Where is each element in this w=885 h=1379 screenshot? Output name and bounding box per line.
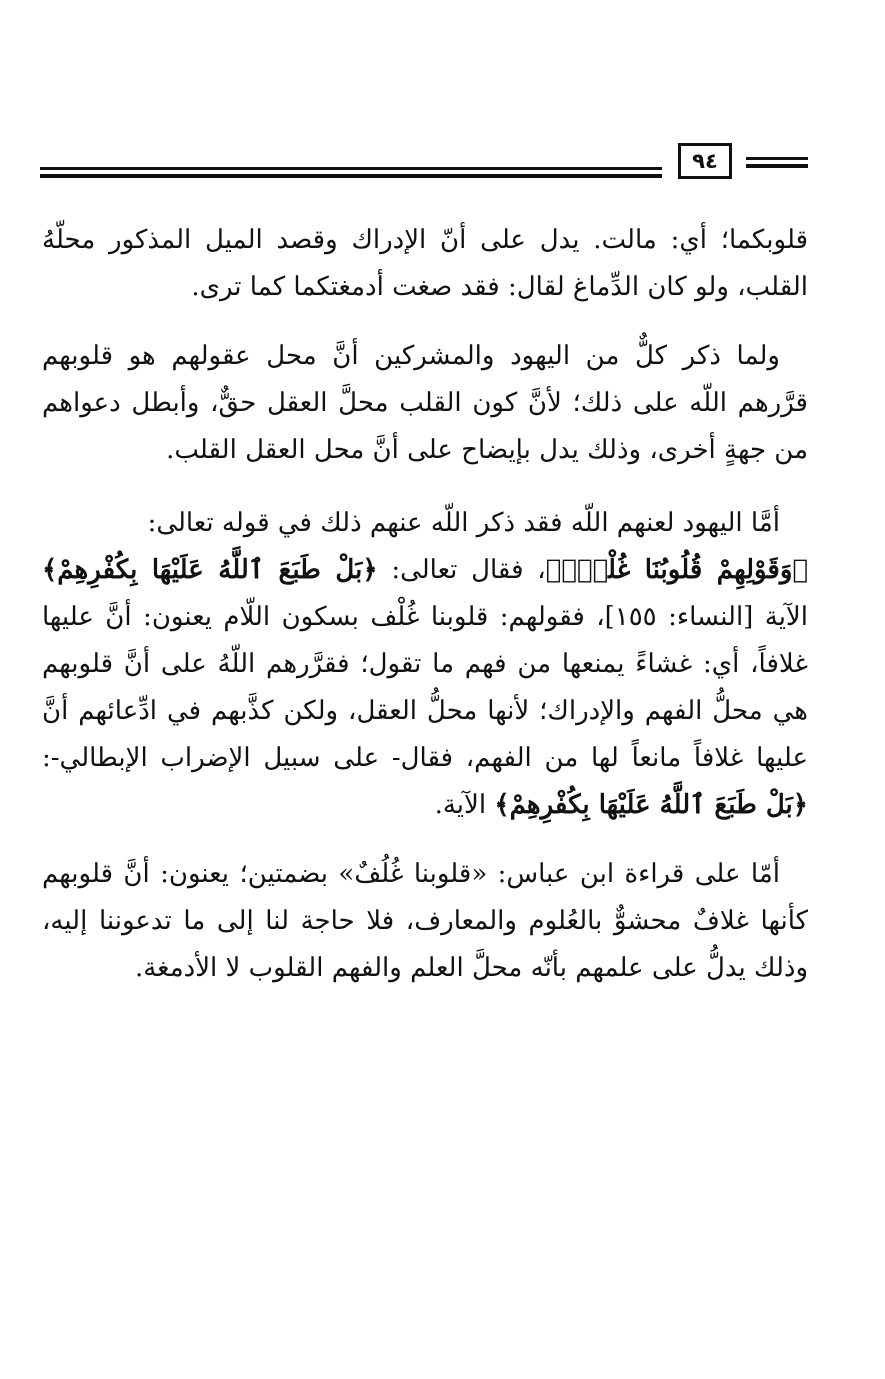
- quran-verse-1: ﴿وَقَوْلِهِمْ قُلُوبُنَا غُلْفٌۢ﴾: [545, 555, 809, 585]
- paragraph-1: قلوبكما؛ أي: مالت. يدل على أنّ الإدراك وقصد الميل المذكور محلّهُ القلب، ولو كان الدِّماغ لقال: فقد صغت أدمغتكما كما ترى.: [42, 225, 808, 302]
- page-header: [40, 143, 808, 185]
- quran-verse-3: ﴿بَلْ طَبَعَ ٱللَّهُ عَلَيْهَا بِكُفْرِهِمْ﴾: [494, 790, 808, 820]
- page-number: ٩٤: [678, 143, 732, 179]
- paragraph-2: ولما ذكر كلٌّ من اليهود والمشركين أنَّ محل عقولهم هو قلوبهم قرَّرهم اللّه على ذلك؛ لأنَّ كون القلب محلَّ العقل حقٌّ، وأبطل دعواهم من جهةٍ أخرى، وذلك يدل بإيضاح على أنَّ محل العقل القلب.: [42, 341, 808, 465]
- header-rule-right-bottom: [746, 164, 808, 168]
- quran-verse-2: ﴿بَلْ طَبَعَ ٱللَّهُ عَلَيْهَا بِكُفْرِهِمْ﴾: [42, 555, 378, 585]
- header-rule-right-top: [746, 157, 808, 160]
- paragraph-3-text-2: ، فقال تعالى:: [391, 555, 546, 585]
- paragraph-3-text-3: الآية [النساء: ١٥٥]، فقولهم: قلوبنا غُلْف بسكون اللّام يعنون: أنَّ عليها غلافاً، أي: غشاءً يمنعها من فهم ما تقول؛ فقرَّرهم اللّهُ على أنَّ قلوبهم هي محلُّ الفهم والإدراك؛ لأنها محلُّ العقل، ولكن كذَّبهم في ادِّعائهم أنَّ عليها غلافاً مانعاً لها من الفهم، فقال- على سبيل الإضراب الإبطالي-:: [42, 602, 808, 773]
- header-rule-left-top: [40, 167, 662, 170]
- paragraph-3: [42, 500, 808, 829]
- paragraph-4: أمّا على قراءة ابن عباس: «قلوبنا غُلُفٌ» بضمتين؛ يعنون: أنَّ قلوبهم كأنها غلافٌ محشوٌّ بالعُلوم والمعارف، فلا حاجة لنا إلى ما تدعوننا إليه، وذلك يدلُّ على علمهم بأنّه محلَّ العلم والفهم القلوب لا الأدمغة.: [42, 859, 808, 983]
- page-body: [42, 217, 808, 992]
- paragraph-3-text-4: الآية.: [434, 790, 487, 820]
- paragraph-3-text-1: أمَّا اليهود لعنهم اللّه فقد ذكر اللّه عنهم ذلك في قوله تعالى:: [147, 508, 780, 538]
- header-rule-left-bottom: [40, 174, 662, 178]
